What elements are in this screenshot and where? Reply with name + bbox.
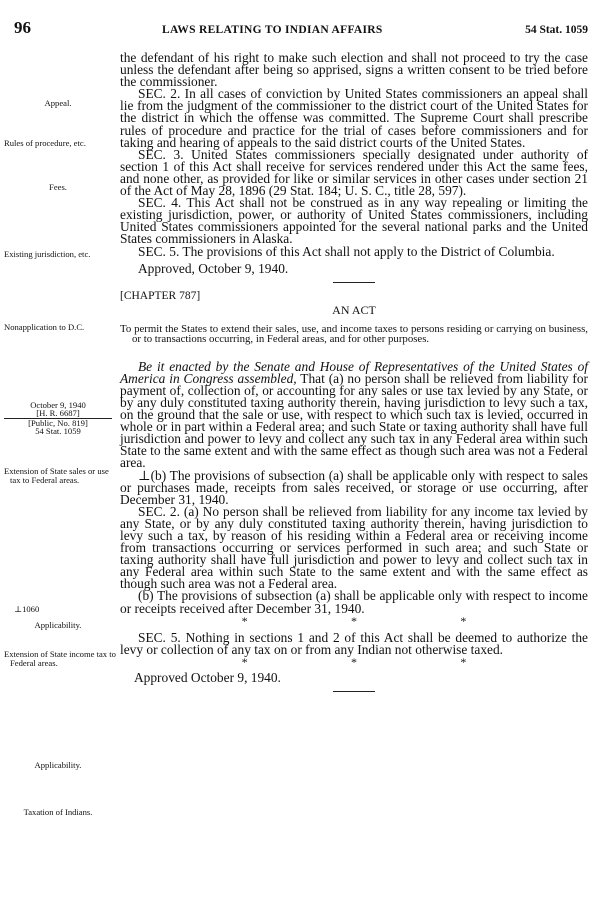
margin-note-applicability-1: Applicability. bbox=[34, 620, 82, 630]
margin-note-extension-income: Extension of State income tax to Federal areas. bbox=[4, 649, 116, 668]
chapter-heading: [CHAPTER 787] bbox=[120, 289, 201, 302]
act-title: To permit the States to extend their sales, use, and income taxes to persons residing or carrying on business, or to transactions occurring, in Federal areas, and for other purposes. bbox=[120, 322, 588, 346]
margin-note-bill: [H. R. 6687] bbox=[4, 409, 112, 419]
section-divider bbox=[333, 691, 375, 692]
margin-note-nonapplication: Nonapplication to D.C. bbox=[4, 322, 85, 332]
omission-stars: * * * bbox=[241, 654, 467, 669]
statute-citation: 54 Stat. 1059 bbox=[525, 24, 588, 36]
section-divider bbox=[333, 282, 375, 283]
page-number: 96 bbox=[14, 18, 31, 37]
margin-note-existing: Existing jurisdiction, etc. bbox=[4, 249, 91, 259]
margin-note-appeal: Appeal. bbox=[44, 98, 72, 108]
paragraph: SEC. 5. The provisions of this Act shall not apply to the District of Columbia. bbox=[138, 243, 555, 259]
paragraph: (b) The provisions of subsection (a) shall be applicable only with respect to income or receipts received after December 31, 1940. bbox=[120, 588, 588, 616]
approval-line: Approved October 9, 1940. bbox=[134, 669, 281, 685]
margin-note-fees: Fees. bbox=[49, 182, 67, 192]
omission-stars: * * * bbox=[241, 613, 467, 628]
act-heading: AN ACT bbox=[332, 302, 376, 317]
margin-note-page-break: ⊥1060 bbox=[14, 604, 40, 614]
paragraph: SEC. 5. Nothing in sections 1 and 2 of this Act shall be deemed to authorize the levy or collection of any tax on or from any Indian not otherwise taxed. bbox=[120, 629, 588, 657]
running-title: LAWS RELATING TO INDIAN AFFAIRS bbox=[162, 24, 383, 36]
margin-note-rules: Rules of procedure, etc. bbox=[4, 138, 86, 148]
margin-note-public-no: [Public, No. 819] bbox=[28, 418, 88, 428]
margin-note-date: October 9, 1940 bbox=[30, 400, 86, 410]
margin-note-taxation-indians: Taxation of Indians. bbox=[23, 807, 93, 817]
main-text bbox=[120, 52, 588, 699]
paragraph: SEC. 3. United States commissioners specially designated under authority of section 1 of this Act shall receive for services rendered under this Act the same fees, and none other, as provided for like or similar services in other cases under section 21 of the Act of May 28, 1896 (29 Stat. 184; U. S. C., title 28, 597). bbox=[120, 146, 588, 199]
paragraph: ⊥(b) The provisions of subsection (a) shall be applicable only with respect to sales or purchases made, receipts from sales received, or storage or use occurring, after December 31, 1940. bbox=[120, 467, 588, 507]
paragraph: Be it enacted by the Senate and House of Representatives of the United States of America in Congress assembled, That (a) no person shall be relieved from liability for payment of, collection of, or accounting for any sales or use tax levied by any State, or by any duly constituted taxing authority therein, having jurisdiction to levy such a tax, on the ground that the sale or use, with respect to which such tax is levied, occurred in whole or in part within a Federal area; and such State or taxing authority shall have full jurisdiction and power to levy and collect any such tax in any Federal area within such State to the same extent and with the same effect as though such area was not a Federal area. bbox=[120, 358, 588, 471]
paragraph: SEC. 2. In all cases of conviction by United States commissioners an appeal shall lie from the judgment of the commissioner to the district court of the United States for the district in which the offense was committed. The Supreme Court shall prescribe rules of procedure and practice for the trial of cases before commissioners and for taking and hearing of appeals to the said district courts of the United States. bbox=[120, 86, 588, 150]
margin-note-applicability-2: Applicability. bbox=[34, 760, 82, 770]
approval-line: Approved, October 9, 1940. bbox=[138, 260, 289, 276]
enacting-clause: Be it enacted by the Senate and House of Representatives of the United States of America in Congress assembled, bbox=[120, 358, 588, 386]
margin-note-stat: 54 Stat. 1059 bbox=[35, 426, 81, 436]
paragraph: SEC. 2. (a) No person shall be relieved from liability for any income tax levied by any State, or by any duly constituted taxing authority therein, having jurisdiction to levy such a tax, by reason of his residing within a Federal area or receiving income from transactions occurring or services performed in such area; and such State or taxing authority shall have full jurisdiction and power to levy and collect such tax in any Federal area within such State to the same extent and with the same effect as though such area was not a Federal area. bbox=[120, 503, 588, 592]
margin-note-extension-sales: Extension of State sales or use tax to Federal areas. bbox=[4, 466, 109, 485]
paragraph: the defendant of his right to make such election and shall not proceed to try the case unless the defendant after being so apprised, signs a written consent to be tried before the commissioner. bbox=[120, 50, 588, 90]
paragraph: SEC. 4. This Act shall not be construed as in any way repealing or limiting the existing jurisdiction, power, or authority of United States commissioners, including United States commissioners appointed for the several national parks and the United States commissioners in Alaska. bbox=[120, 195, 588, 247]
